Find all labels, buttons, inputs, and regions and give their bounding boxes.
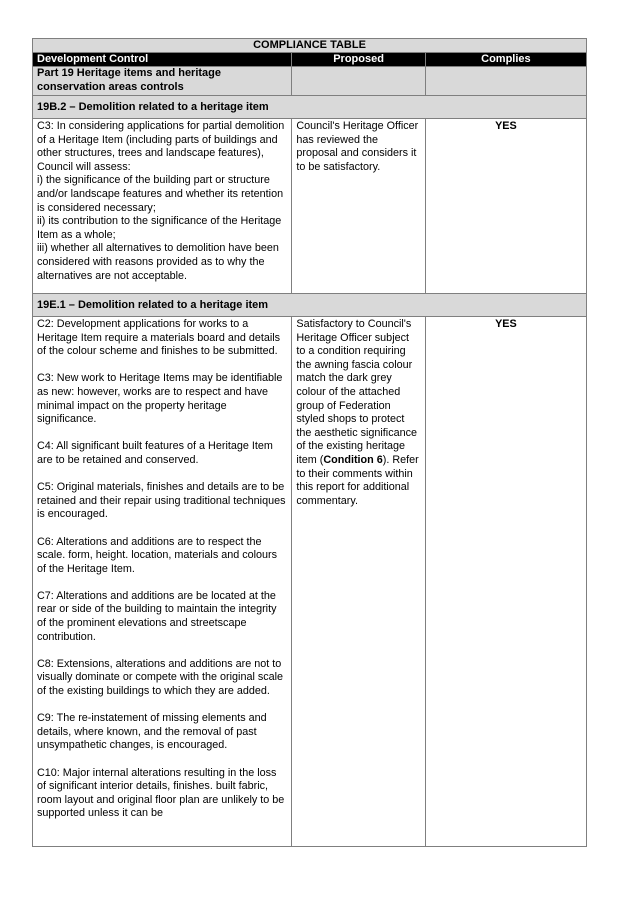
control-paragraph: C9: The re-instatement of missing elements and details, where known, and the removal of past unsympathetic changes, is encouraged. bbox=[37, 712, 267, 752]
table-title-row bbox=[33, 39, 587, 53]
control-line: ii) its contribution to the significance of the Heritage Item as a whole; bbox=[37, 215, 282, 241]
complies-cell: YES bbox=[425, 317, 586, 847]
control-paragraph: C7: Alterations and additions are be located at the rear or side of the building to maintain the integrity of the prominent elevations and streetscape contribution. bbox=[37, 589, 277, 643]
part-heading-empty-proposed bbox=[292, 67, 425, 96]
complies-cell: YES bbox=[425, 119, 586, 294]
control-cell bbox=[33, 317, 292, 847]
control-paragraph: C6: Alterations and additions are to respect the scale. form, height. location, materials and colours of the Heritage Item. bbox=[37, 535, 278, 575]
section-heading: 19E.1 – Demolition related to a heritage item bbox=[33, 294, 587, 317]
section-heading-row bbox=[33, 294, 587, 317]
table-row bbox=[33, 317, 587, 847]
control-paragraph: C10: Major internal alterations resulting in the loss of significant interior details, finishes. built fabric, room layout and original floor plan are unlikely to be supported unless it can be bbox=[37, 766, 285, 820]
section-heading: 19B.2 – Demolition related to a heritage item bbox=[33, 96, 587, 119]
table-title: COMPLIANCE TABLE bbox=[33, 39, 587, 53]
header-complies: Complies bbox=[425, 53, 586, 67]
control-line: iii) whether all alternatives to demolition have been considered with reasons provided as to why the alternatives are not acceptable. bbox=[37, 242, 279, 282]
control-cell bbox=[33, 119, 292, 294]
table-row bbox=[33, 119, 587, 294]
table-header-row bbox=[33, 53, 587, 67]
condition-reference: Condition 6 bbox=[323, 453, 383, 466]
part-heading: Part 19 Heritage items and heritage conservation areas controls bbox=[33, 67, 292, 96]
part-heading-row bbox=[33, 67, 587, 96]
proposed-text-end: ). Refer to their comments within this report for additional commentary. bbox=[296, 453, 419, 507]
header-proposed: Proposed bbox=[292, 53, 425, 67]
control-paragraph: C4: All significant built features of a Heritage Item are to be retained and conserved. bbox=[37, 440, 273, 466]
control-line: C3: In considering applications for partial demolition of a Heritage Item (including parts of buildings and other structures, trees and landscape features), Council will assess: bbox=[37, 120, 285, 173]
part-heading-empty-complies bbox=[425, 67, 586, 96]
control-line: i) the significance of the building part or structure and/or landscape features and whether its retention is considered necessary; bbox=[37, 174, 284, 214]
proposed-cell: Council's Heritage Officer has reviewed the proposal and considers it to be satisfactory. bbox=[292, 119, 425, 294]
control-paragraph: C3: New work to Heritage Items may be identifiable as new: however, works are to respect and have minimal impact on the property heritage significance. bbox=[37, 372, 283, 426]
header-development-control: Development Control bbox=[33, 53, 292, 67]
compliance-table bbox=[32, 38, 587, 847]
section-heading-row bbox=[33, 96, 587, 119]
proposed-text: Satisfactory to Council's Heritage Officer subject to a condition requiring the awning fascia colour match the dark grey colour of the attached group of Federation styled shops to protect the aesthetic significance of the existing heritage item ( bbox=[296, 318, 418, 466]
proposed-cell bbox=[292, 317, 425, 847]
control-paragraph: C8: Extensions, alterations and additions are not to visually dominate or compete with the original scale of the existing buildings to which they are added. bbox=[37, 657, 284, 698]
control-paragraphs bbox=[37, 318, 287, 846]
control-paragraph: C5: Original materials, finishes and details are to be retained and their repair using traditional techniques is encouraged. bbox=[37, 481, 286, 521]
control-paragraph: C2: Development applications for works to a Heritage Item require a materials board and details of the colour scheme and finishes to be submitted. bbox=[37, 318, 281, 358]
